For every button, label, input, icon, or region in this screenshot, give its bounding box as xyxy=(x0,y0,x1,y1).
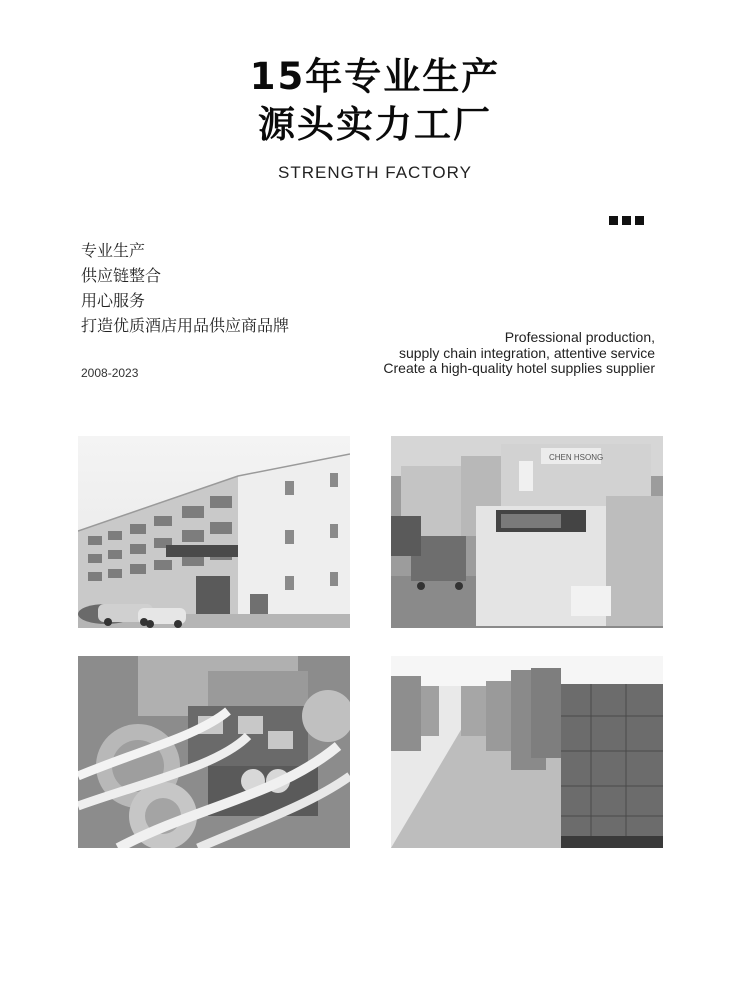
dot xyxy=(609,216,618,225)
factory-building-photo xyxy=(78,436,350,628)
intro-english-line: Create a high-quality hotel supplies supplier xyxy=(383,360,655,376)
intro-lines xyxy=(81,238,289,338)
intro-english-line: Professional production, xyxy=(504,329,655,345)
page-title-line2: 源头实力工厂 xyxy=(258,103,492,146)
intro-line: 打造优质酒店用品供应商品牌 xyxy=(81,316,290,335)
machine-brand: CHEN HSONG xyxy=(549,453,604,462)
dot xyxy=(622,216,631,225)
page-subtitle: STRENGTH FACTORY xyxy=(278,163,472,182)
decorative-dots xyxy=(609,216,644,225)
intro-line: 专业生产 xyxy=(81,241,146,260)
intro-english xyxy=(383,330,655,377)
intro-line: 用心服务 xyxy=(81,291,146,310)
warehouse-photo xyxy=(391,656,663,848)
page-title-line1: 15年专业生产 xyxy=(249,55,501,98)
dot xyxy=(635,216,644,225)
year-range: 2008-2023 xyxy=(81,366,139,380)
intro-line: 供应链整合 xyxy=(81,266,162,285)
intro-english-line: supply chain integration, attentive service xyxy=(398,344,655,361)
machine-parts-photo xyxy=(78,656,350,848)
production-machine-photo xyxy=(391,436,663,628)
